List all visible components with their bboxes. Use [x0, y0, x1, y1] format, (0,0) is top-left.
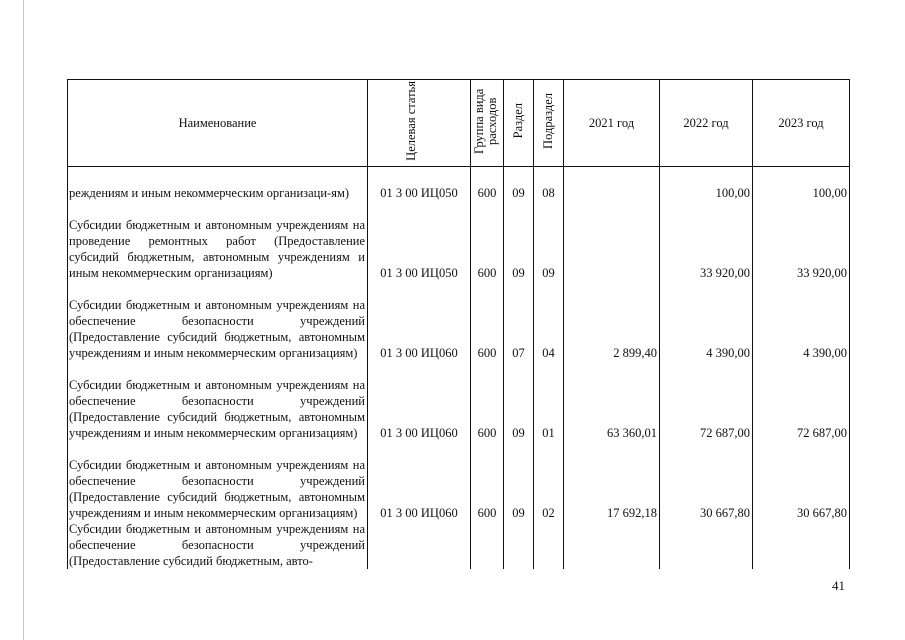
row-target: 01 3 00 ИЦ060	[368, 441, 471, 521]
row-2022: 33 920,00	[660, 201, 753, 281]
row-2021: 63 360,01	[564, 361, 660, 441]
header-2023: 2023 год	[753, 80, 850, 167]
header-subsection: Подраздел	[534, 80, 564, 167]
header-target: Целевая статья	[368, 80, 471, 167]
table-row	[68, 361, 850, 441]
row-2023: 4 390,00	[753, 281, 850, 361]
row-2022: 30 667,80	[660, 441, 753, 521]
row-subsection: 04	[534, 281, 564, 361]
table-row	[68, 167, 850, 201]
header-name: Наименование	[68, 80, 368, 167]
row-name: Субсидии бюджетным и автономным учреждениям на обеспечение безопасности учреждений (Предоставление субсидий бюджетным, авто-	[68, 521, 368, 569]
row-section: 09	[504, 361, 534, 441]
table-header-row	[68, 80, 850, 167]
row-target: 01 3 00 ИЦ060	[368, 281, 471, 361]
row-2022: 72 687,00	[660, 361, 753, 441]
row-2023: 100,00	[753, 167, 850, 201]
page-number: 41	[832, 578, 845, 593]
row-name: реждениям и иным некоммерческим организаци-ям)	[68, 167, 368, 201]
header-2021: 2021 год	[564, 80, 660, 167]
table-row	[68, 201, 850, 281]
table-row-continued	[68, 521, 850, 569]
row-target: 01 3 00 ИЦ050	[368, 167, 471, 201]
row-subsection: 02	[534, 441, 564, 521]
row-name: Субсидии бюджетным и автономным учреждениям на проведение ремонтных работ (Предоставление субсидий бюджетным, автономным учреждениям и иным некоммерческим организациям)	[68, 201, 368, 281]
header-group: Группа вида расходов	[471, 80, 504, 167]
row-2021: 2 899,40	[564, 281, 660, 361]
row-target: 01 3 00 ИЦ050	[368, 201, 471, 281]
row-2021	[564, 521, 660, 569]
row-section: 07	[504, 281, 534, 361]
row-2023: 30 667,80	[753, 441, 850, 521]
row-target: 01 3 00 ИЦ060	[368, 361, 471, 441]
row-name: Субсидии бюджетным и автономным учреждениям на обеспечение безопасности учреждений (Предоставление субсидий бюджетным, автономным учреждениям и иным некоммерческим организациям)	[68, 361, 368, 441]
row-2022: 100,00	[660, 167, 753, 201]
row-2022: 4 390,00	[660, 281, 753, 361]
header-2022: 2022 год	[660, 80, 753, 167]
row-2021	[564, 201, 660, 281]
row-2021: 17 692,18	[564, 441, 660, 521]
row-name: Субсидии бюджетным и автономным учреждениям на обеспечение безопасности учреждений (Предоставление субсидий бюджетным, автономным учреждениям и иным некоммерческим организациям)	[68, 281, 368, 361]
row-section: 09	[504, 441, 534, 521]
budget-table	[67, 79, 850, 569]
row-subsection	[534, 521, 564, 569]
table-row	[68, 281, 850, 361]
row-section	[504, 521, 534, 569]
margin-rule	[23, 0, 24, 640]
header-section: Раздел	[504, 80, 534, 167]
row-name: Субсидии бюджетным и автономным учреждениям на обеспечение безопасности учреждений (Предоставление субсидий бюджетным, автономным учреждениям и иным некоммерческим организациям)	[68, 441, 368, 521]
row-group: 600	[471, 167, 504, 201]
row-group: 600	[471, 201, 504, 281]
row-section: 09	[504, 167, 534, 201]
table-row	[68, 441, 850, 521]
row-subsection: 01	[534, 361, 564, 441]
row-2023	[753, 521, 850, 569]
row-2023: 33 920,00	[753, 201, 850, 281]
row-group: 600	[471, 441, 504, 521]
row-group: 600	[471, 361, 504, 441]
row-2021	[564, 167, 660, 201]
row-section: 09	[504, 201, 534, 281]
row-2022	[660, 521, 753, 569]
row-group	[471, 521, 504, 569]
row-subsection: 08	[534, 167, 564, 201]
row-subsection: 09	[534, 201, 564, 281]
row-group: 600	[471, 281, 504, 361]
row-target	[368, 521, 471, 569]
row-2023: 72 687,00	[753, 361, 850, 441]
